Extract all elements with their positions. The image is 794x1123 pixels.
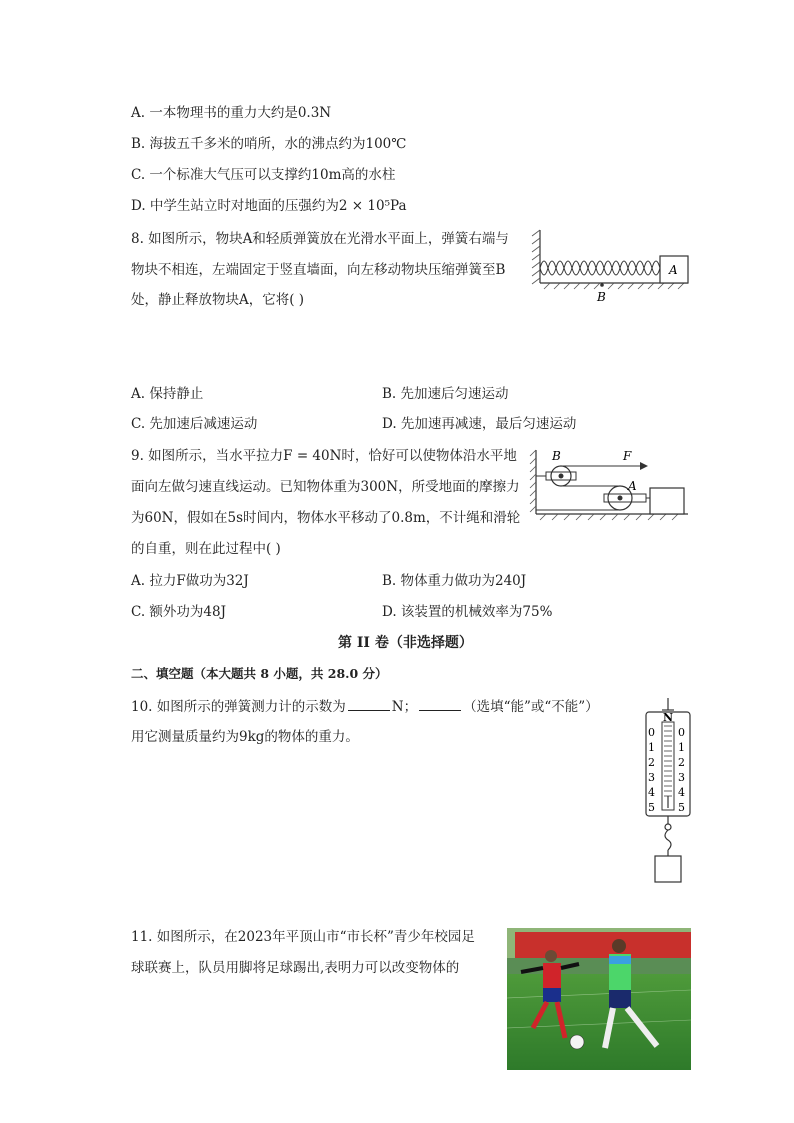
q10-tick-right-1: 1: [678, 741, 685, 754]
q8-option-b: B. 先加速后匀速运动: [382, 386, 509, 402]
q9-figure-label-a: A: [628, 479, 637, 493]
q8-option-c: C. 先加速后减速运动: [131, 416, 258, 432]
q10-tick-left-5: 5: [648, 801, 655, 814]
q10-tick-right-4: 4: [678, 786, 685, 799]
q9-stem-line2: 面向左做匀速直线运动。已知物体重为300N，所受地面的摩擦力: [131, 479, 520, 495]
q10-tick-right-5: 5: [678, 801, 685, 814]
q10-prefix: 10. 如图所示的弹簧测力计的示数为: [131, 699, 346, 715]
q9-figure-label-b: B: [552, 449, 561, 463]
q10-tick-right-0: 0: [678, 726, 685, 739]
q8-spring-figure: [528, 228, 694, 306]
q10-tick-right-2: 2: [678, 756, 685, 769]
q8-stem-line3: 处，静止释放物块A，它将( ): [131, 292, 305, 308]
q7-option-b: B. 海拔五千多米的哨所，水的沸点约为100℃: [131, 136, 407, 152]
q10-suffix: （选填“能”或“不能”）: [463, 699, 599, 715]
q9-pulley-figure: [528, 446, 694, 524]
part2-title: 第 II 卷（非选择题）: [338, 635, 473, 651]
q8-figure-label-a: A: [669, 263, 678, 277]
q7-option-d: D. 中学生站立时对地面的压强约为2 × 10⁵Pa: [131, 198, 407, 214]
q7-option-a: A. 一本物理书的重力大约是0.3N: [131, 105, 332, 121]
q10-answer-blank-1[interactable]: [348, 696, 390, 711]
q10-tick-left-0: 0: [648, 726, 655, 739]
q11-soccer-photo: [507, 928, 691, 1070]
q10-stem-line2: 用它测量质量约为9kg的物体的重力。: [131, 729, 359, 745]
q9-option-c: C. 额外功为48J: [131, 604, 227, 620]
q9-option-b: B. 物体重力做功为240J: [382, 573, 527, 589]
q9-figure-label-f: F: [623, 449, 632, 463]
q9-stem-line4: 的自重，则在此过程中( ): [131, 541, 281, 557]
q10-spring-scale-figure: [640, 698, 696, 886]
q11-stem-line1: 11. 如图所示，在2023年平顶山市“市长杯”青少年校园足: [131, 929, 475, 945]
q10-unit: N；: [391, 699, 418, 715]
q8-option-d: D. 先加速再减速，最后匀速运动: [382, 416, 577, 432]
q8-figure-label-b: B: [597, 290, 606, 304]
section2-title: 二、填空题（本大题共 8 小题，共 28.0 分）: [131, 666, 388, 681]
q10-tick-left-4: 4: [648, 786, 655, 799]
q10-tick-left-3: 3: [648, 771, 655, 784]
q7-option-c: C. 一个标准大气压可以支撑约10m高的水柱: [131, 167, 396, 183]
q10-answer-blank-2[interactable]: [419, 696, 461, 711]
q9-stem-line1: 9. 如图所示，当水平拉力F = 40N时，恰好可以使物体沿水平地: [131, 448, 517, 464]
q8-option-a: A. 保持静止: [131, 386, 204, 402]
q10-stem-line1: [131, 696, 599, 717]
q9-option-d: D. 该装置的机械效率为75%: [382, 604, 553, 620]
q10-scale-unit: N: [663, 711, 674, 724]
q8-stem-line1: 8. 如图所示，物块A和轻质弹簧放在光滑水平面上，弹簧右端与: [131, 231, 509, 247]
q10-tick-left-2: 2: [648, 756, 655, 769]
q9-stem-line3: 为60N，假如在5s时间内，物体水平移动了0.8m，不计绳和滑轮: [131, 510, 521, 526]
q11-stem-line2: 球联赛上，队员用脚将足球踢出,表明力可以改变物体的: [131, 960, 460, 976]
q10-tick-right-3: 3: [678, 771, 685, 784]
q10-tick-left-1: 1: [648, 741, 655, 754]
q9-option-a: A. 拉力F做功为32J: [131, 573, 249, 589]
q8-stem-line2: 物块不相连，左端固定于竖直墙面，向左移动物块压缩弹簧至B: [131, 262, 506, 278]
